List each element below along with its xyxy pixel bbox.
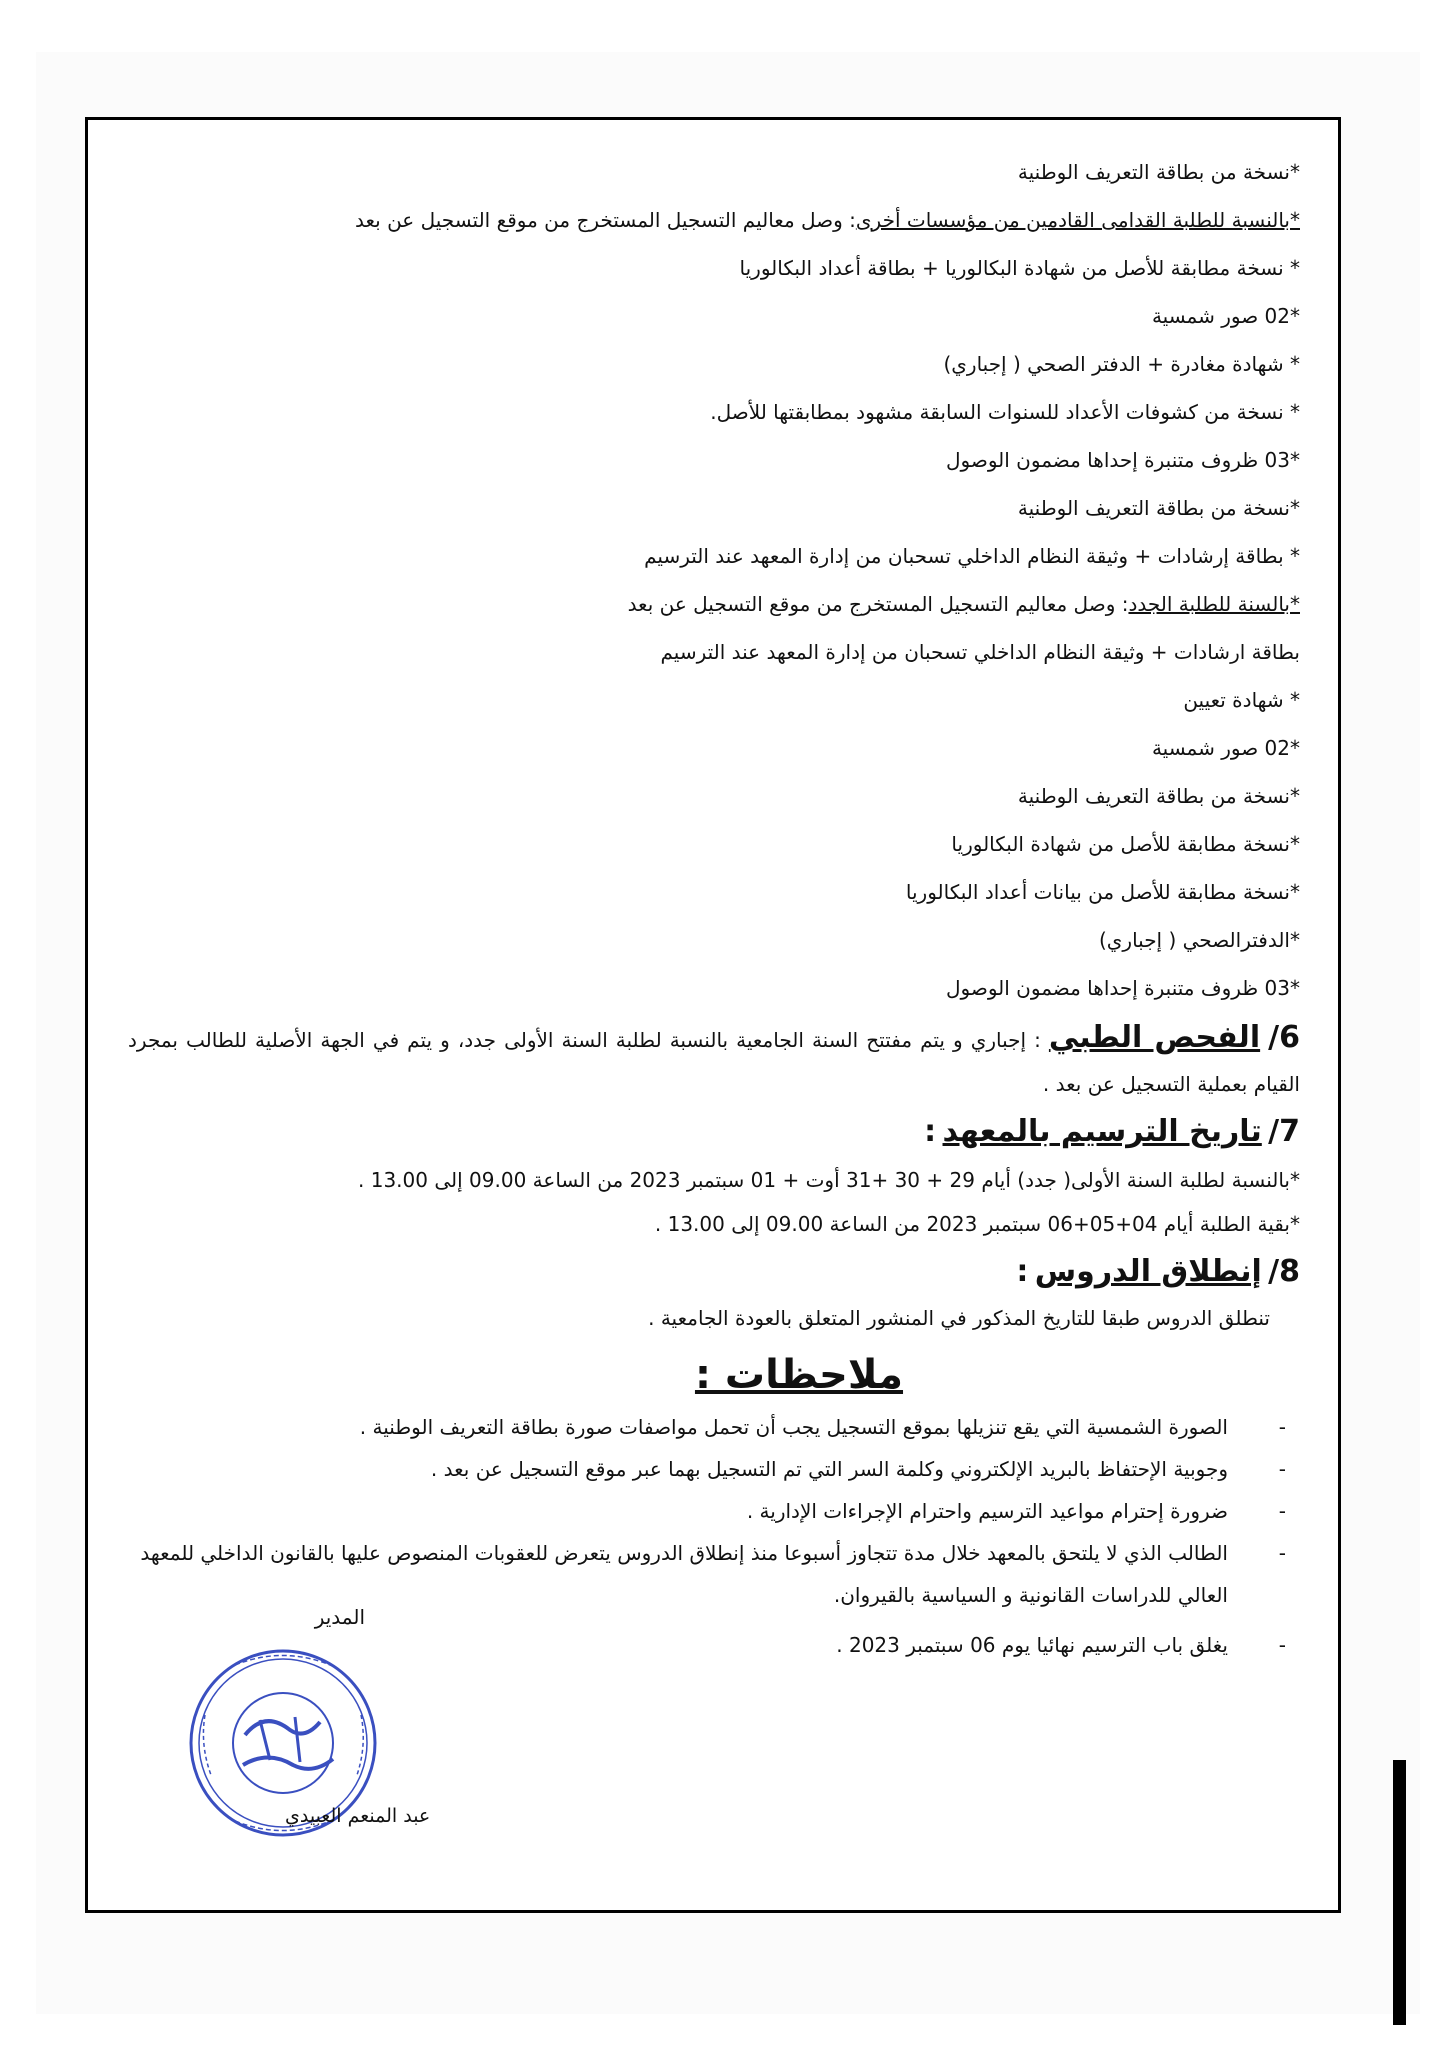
section-8-colon: : [1016,1254,1029,1289]
requirement-line: *02 صور شمسية [1151,304,1300,328]
requirement-line: * بطاقة إرشادات + وثيقة النظام الداخلي تسحبان من إدارة المعهد عند الترسيم [644,544,1300,568]
scan-edge-bar [1393,1760,1406,2025]
document-body [128,148,1300,1666]
note-item [128,1448,1300,1490]
section-6-title: الفحص الطبي [1048,1020,1261,1055]
new-students-label: *بالسنة للطلبة الجدد [1128,592,1300,616]
requirement-line: * شهادة مغادرة + الدفتر الصحي ( إجباري) [943,352,1300,376]
director-name: عبد المنعم العبيدي [285,1805,431,1827]
old-students-line [128,196,1300,244]
note-text: يغلق باب الترسيم نهائيا يوم 06 سبتمبر 2023 . [836,1633,1228,1657]
section-7-heading [128,1106,1300,1158]
section-8-title: إنطلاق الدروس [1034,1254,1262,1289]
note-text: وجوبية الإحتفاظ بالبريد الإلكتروني وكلمة السر التي تم التسجيل بهما عبر موقع التسجيل عن بعد . [430,1457,1228,1481]
requirement-line: *الدفترالصحي ( إجباري) [1098,928,1300,952]
old-students-label: *بالنسبة للطلبة القدامى القادمين من مؤسسات أخرى [855,208,1300,232]
requirement-line: * نسخة من كشوفات الأعداد للسنوات السابقة مشهود بمطابقتها للأصل. [710,400,1300,424]
note-text: الطالب الذي لا يلتحق بالمعهد خلال مدة تتجاوز أسبوعا منذ إنطلاق الدروس يتعرض للعقوبات المنصوص عليها بالقانون الداخلي للمعهد العالي للدراسات القانونية و السياسية بالقيروان. [140,1541,1228,1607]
note-text: ضرورة إحترام مواعيد الترسيم واحترام الإجراءات الإدارية . [746,1499,1228,1523]
requirement-line: *02 صور شمسية [1151,736,1300,760]
section-7-title: تاريخ الترسيم بالمعهد [942,1114,1262,1149]
requirement-line: * نسخة مطابقة للأصل من شهادة البكالوريا + بطاقة أعداد البكالوريا [739,256,1300,280]
requirement-line: *نسخة مطابقة للأصل من بيانات أعداد البكالوريا [905,880,1300,904]
section-6 [128,1016,1300,1106]
section-7-number: 7/ [1268,1114,1300,1149]
note-item [128,1490,1300,1532]
requirement-line: بطاقة ارشادات + وثيقة النظام الداخلي تسحبان من إدارة المعهد عند الترسيم [660,640,1300,664]
note-item [128,1406,1300,1448]
director-title: المدير [314,1605,365,1629]
requirement-line: *نسخة من بطاقة التعريف الوطنية [1017,496,1300,520]
id-card-copy-line: *نسخة من بطاقة التعريف الوطنية [1017,160,1300,184]
section-8-heading [128,1246,1300,1298]
section-7-line: *بقية الطلبة أيام 04+05+06 سبتمبر 2023 من الساعة 09.00 إلى 13.00 . [654,1212,1300,1236]
section-7-line: *بالنسبة لطلبة السنة الأولى( جدد) أيام 29 + 30 +31 أوت + 01 سبتمبر 2023 من الساعة 09.00 إلى 13.00 . [358,1168,1300,1192]
list-dash: - [1278,1633,1286,1657]
note-text: الصورة الشمسية التي يقع تنزيلها بموقع التسجيل يجب أن تحمل مواصفات صورة بطاقة التعريف الوطنية . [359,1415,1228,1439]
section-8-text: تنطلق الدروس طبقا للتاريخ المذكور في المنشور المتعلق بالعودة الجامعية . [648,1306,1270,1330]
list-dash: - [1278,1457,1286,1481]
new-students-text: : وصل معاليم التسجيل المستخرج من موقع التسجيل عن بعد [627,592,1129,616]
requirement-line: *03 ظروف متنبرة إحداها مضمون الوصول [946,976,1300,1000]
requirement-line: * شهادة تعيين [1183,688,1300,712]
section-6-text: : إجباري و يتم مفتتح السنة الجامعية بالنسبة لطلبة السنة الأولى جدد، و يتم في الجهة الأصلية للطالب بمجرد القيام بعملية التسجيل عن بعد . [128,1028,1300,1096]
section-8-number: 8/ [1268,1254,1300,1289]
notes-title: ملاحظات : [694,1352,904,1398]
list-dash: - [1278,1415,1286,1439]
signature-block [175,1605,431,1865]
requirement-line: *نسخة مطابقة للأصل من شهادة البكالوريا [951,832,1300,856]
new-students-line [128,580,1300,628]
requirement-line: *03 ظروف متنبرة إحداها مضمون الوصول [946,448,1300,472]
requirement-line: *نسخة من بطاقة التعريف الوطنية [1017,784,1300,808]
list-dash: - [1278,1499,1286,1523]
section-7-colon: : [924,1114,937,1149]
section-6-number: 6/ [1268,1020,1300,1055]
list-dash: - [1278,1541,1286,1565]
old-students-text: : وصل معاليم التسجيل المستخرج من موقع التسجيل عن بعد [355,208,856,232]
note-item [128,1532,1300,1616]
